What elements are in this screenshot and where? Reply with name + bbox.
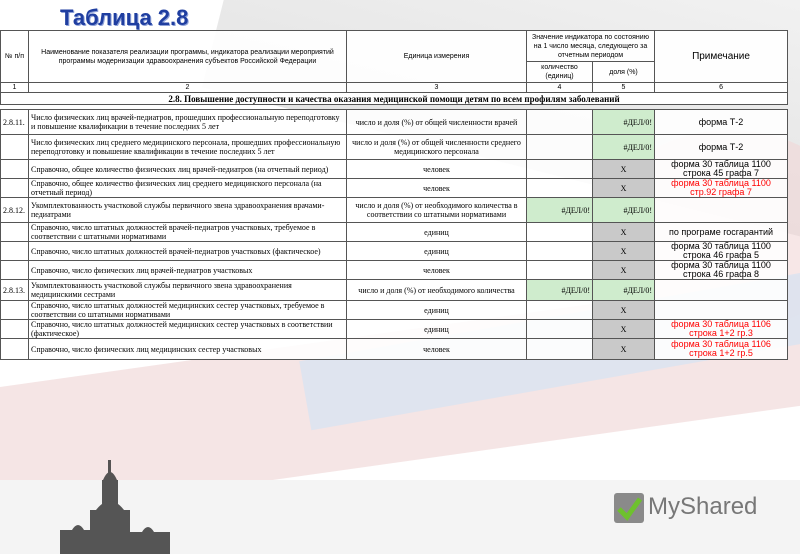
row-note: форма 30 таблица 1100 строка 45 графа 7 bbox=[655, 160, 788, 179]
table-row bbox=[1, 242, 788, 261]
row-note bbox=[655, 301, 788, 320]
section-title: 2.8. Повышение доступности и качества оказания медицинской помощи детям по всем профилям заболеваний bbox=[1, 93, 788, 105]
row-note: форма Т-2 bbox=[655, 110, 788, 135]
row-share: Х bbox=[593, 320, 655, 339]
row-number bbox=[1, 339, 29, 360]
header-indicator-name: Наименование показателя реализации программы, индикатора реализации мероприятий программы модернизации здравоохранения субъектов Российской Федерации bbox=[29, 31, 347, 83]
row-indicator-name: Справочно, число штатных должностей медицинских сестер участковых, требуемое в соответствии со штатными нормативами bbox=[29, 301, 347, 320]
row-share: #ДЕЛ/0! bbox=[593, 280, 655, 301]
row-number bbox=[1, 223, 29, 242]
row-share: Х bbox=[593, 179, 655, 198]
row-indicator-name: Справочно, число штатных должностей врачей-педиатров участковых, требуемое в соответствии с штатными нормативами bbox=[29, 223, 347, 242]
row-quantity bbox=[527, 339, 593, 360]
header-share: доля (%) bbox=[593, 62, 655, 83]
table-row bbox=[1, 280, 788, 301]
row-indicator-name: Справочно, число физических лиц медицинских сестер участковых bbox=[29, 339, 347, 360]
row-number: 2.8.11. bbox=[1, 110, 29, 135]
row-share: Х bbox=[593, 242, 655, 261]
row-share: Х bbox=[593, 261, 655, 280]
table-row bbox=[1, 301, 788, 320]
row-indicator-name: Справочно, число штатных должностей медицинских сестер участковых в соответствии (фактическое) bbox=[29, 320, 347, 339]
row-note bbox=[655, 280, 788, 301]
row-unit: число и доля (%) от необходимого количества в соответствии со штатными нормативами bbox=[347, 198, 527, 223]
table-row bbox=[1, 110, 788, 135]
index-cell: 6 bbox=[655, 83, 788, 93]
row-number bbox=[1, 301, 29, 320]
table-row bbox=[1, 179, 788, 198]
header-number: № п/п bbox=[1, 31, 29, 83]
index-cell: 2 bbox=[29, 83, 347, 93]
row-unit: единиц bbox=[347, 320, 527, 339]
row-quantity bbox=[527, 242, 593, 261]
row-note: форма Т-2 bbox=[655, 135, 788, 160]
row-number bbox=[1, 160, 29, 179]
header-note: Примечание bbox=[655, 31, 788, 83]
row-unit: число и доля (%) от общей численности врачей bbox=[347, 110, 527, 135]
row-unit: единиц bbox=[347, 223, 527, 242]
row-unit: человек bbox=[347, 339, 527, 360]
logo-text: MyShared bbox=[648, 493, 758, 520]
row-quantity: #ДЕЛ/0! bbox=[527, 198, 593, 223]
index-cell: 4 bbox=[527, 83, 593, 93]
header-unit: Единица измерения bbox=[347, 31, 527, 83]
row-indicator-name: Справочно, число физических лиц врачей-педиатров участковых bbox=[29, 261, 347, 280]
row-share: #ДЕЛ/0! bbox=[593, 135, 655, 160]
row-share: #ДЕЛ/0! bbox=[593, 198, 655, 223]
row-share: Х bbox=[593, 160, 655, 179]
row-share: #ДЕЛ/0! bbox=[593, 110, 655, 135]
row-note: форма 30 таблица 1106 строка 1+2 гр.5 bbox=[655, 339, 788, 360]
row-note bbox=[655, 198, 788, 223]
header-value-group: Значение индикатора по состоянию на 1 число месяца, следующего за отчетным периодом bbox=[527, 31, 655, 62]
row-note: по програме госгарантий bbox=[655, 223, 788, 242]
row-note: форма 30 таблица 1100 строка 46 графа 8 bbox=[655, 261, 788, 280]
row-unit: человек bbox=[347, 160, 527, 179]
table-row bbox=[1, 160, 788, 179]
row-indicator-name: Число физических лиц врачей-педиатров, прошедших профессиональную переподготовку и повышение квалификации в течение последних 5 лет bbox=[29, 110, 347, 135]
index-cell: 1 bbox=[1, 83, 29, 93]
row-number bbox=[1, 179, 29, 198]
table-row bbox=[1, 223, 788, 242]
row-quantity bbox=[527, 320, 593, 339]
logo-arrow-icon bbox=[614, 493, 644, 523]
cathedral-silhouette-icon bbox=[60, 440, 170, 554]
row-quantity bbox=[527, 160, 593, 179]
row-quantity bbox=[527, 261, 593, 280]
table-row bbox=[1, 320, 788, 339]
row-number: 2.8.12. bbox=[1, 198, 29, 223]
row-note: форма 30 таблица 1100 строка 46 графа 5 bbox=[655, 242, 788, 261]
row-unit: человек bbox=[347, 179, 527, 198]
row-indicator-name: Справочно, общее количество физических лиц среднего медицинского персонала (на отчетный период) bbox=[29, 179, 347, 198]
myshared-logo bbox=[614, 489, 784, 529]
row-share: Х bbox=[593, 339, 655, 360]
row-note: форма 30 таблица 1100 стр.92 графа 7 bbox=[655, 179, 788, 198]
row-unit: человек bbox=[347, 261, 527, 280]
row-unit: число и доля (%) от необходимого количества bbox=[347, 280, 527, 301]
row-number bbox=[1, 320, 29, 339]
row-unit: единиц bbox=[347, 242, 527, 261]
row-number: 2.8.13. bbox=[1, 280, 29, 301]
slide-title: Таблица 2.8 bbox=[60, 5, 189, 30]
index-cell: 3 bbox=[347, 83, 527, 93]
row-quantity: #ДЕЛ/0! bbox=[527, 280, 593, 301]
index-cell: 5 bbox=[593, 83, 655, 93]
row-share: Х bbox=[593, 301, 655, 320]
row-quantity bbox=[527, 223, 593, 242]
row-unit: единиц bbox=[347, 301, 527, 320]
row-quantity bbox=[527, 179, 593, 198]
row-indicator-name: Укомплектованность участковой службы первичного звена здравоохранения медицинскими сестрами bbox=[29, 280, 347, 301]
table-row bbox=[1, 135, 788, 160]
table-row bbox=[1, 339, 788, 360]
row-quantity bbox=[527, 135, 593, 160]
row-share: Х bbox=[593, 223, 655, 242]
row-number bbox=[1, 135, 29, 160]
row-number bbox=[1, 261, 29, 280]
row-unit: число и доля (%) от общей численности среднего медицинского персонала bbox=[347, 135, 527, 160]
row-indicator-name: Справочно, число штатных должностей врачей-педиатров участковых (фактическое) bbox=[29, 242, 347, 261]
table-row bbox=[1, 261, 788, 280]
row-indicator-name: Укомплектованность участковой службы первичного звена здравоохранения врачами-педиатрами bbox=[29, 198, 347, 223]
row-quantity bbox=[527, 110, 593, 135]
row-note: форма 30 таблица 1106 строка 1+2 гр.3 bbox=[655, 320, 788, 339]
row-number bbox=[1, 242, 29, 261]
header-quantity: количество (единиц) bbox=[527, 62, 593, 83]
table-row bbox=[1, 198, 788, 223]
indicator-table bbox=[0, 30, 787, 360]
row-indicator-name: Справочно, общее количество физических лиц врачей-педиатров (на отчетный период) bbox=[29, 160, 347, 179]
row-quantity bbox=[527, 301, 593, 320]
row-indicator-name: Число физических лиц среднего медицинского персонала, прошедших профессиональную переподготовку и повышение квалификации в течение последних 5 лет bbox=[29, 135, 347, 160]
